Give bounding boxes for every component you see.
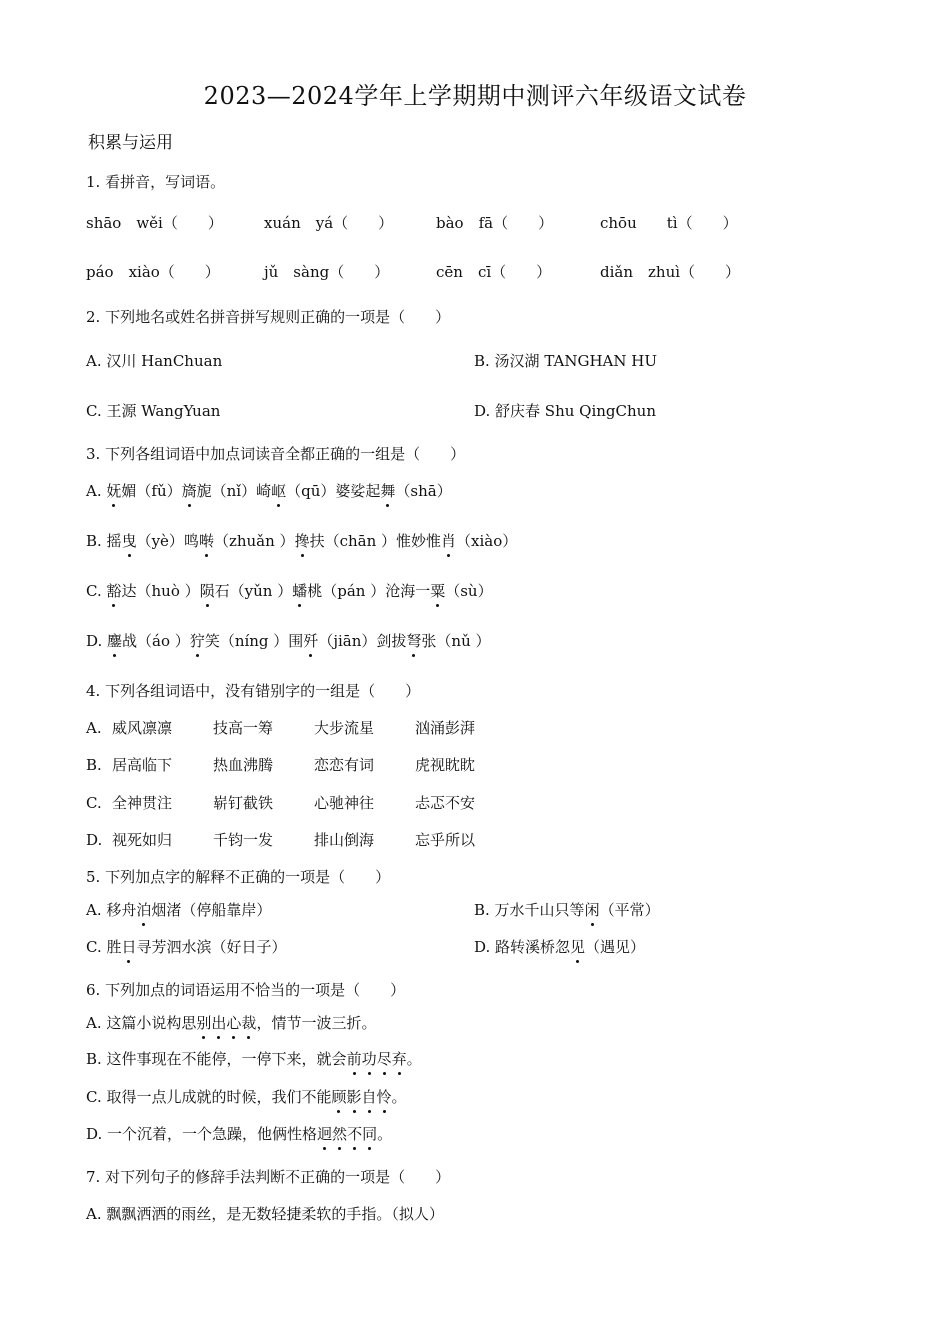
dotted-char: 蟠 xyxy=(292,582,308,600)
dotted-char: 旖 xyxy=(181,482,197,500)
text-segment: A. xyxy=(86,482,107,500)
q7-stem: 7. 对下列句子的修辞手法判断不正确的一项是（ ） xyxy=(86,1168,451,1186)
option-label: A. xyxy=(86,719,102,737)
text-segment: 。 xyxy=(406,1050,422,1068)
dotted-char: 心 xyxy=(226,1014,242,1032)
word: 崭钉截铁 xyxy=(213,794,274,812)
dotted-char: 歼 xyxy=(303,632,319,650)
dotted-char: 搀 xyxy=(294,532,310,550)
word: 排山倒海 xyxy=(314,831,375,849)
dotted-char: 怜 xyxy=(376,1088,392,1106)
text-segment: 。 xyxy=(391,1088,407,1106)
dotted-char: 妩 xyxy=(106,482,122,500)
dotted-char: 弃 xyxy=(391,1050,407,1068)
text-segment: （zhuǎn ） xyxy=(213,532,295,550)
q4-option-a xyxy=(86,717,516,738)
q6-option-a xyxy=(86,1012,376,1033)
text-segment: （遇见） xyxy=(585,938,646,956)
word: 全神贯注 xyxy=(112,794,173,812)
text-segment: 。 xyxy=(377,1125,393,1143)
text-segment: 战（áo ） xyxy=(122,632,190,650)
text-segment: B. 摇 xyxy=(86,532,122,550)
section-heading: 积累与运用 xyxy=(88,133,173,153)
pinyin-item: shāo wěi（ ） xyxy=(86,214,223,232)
page-title: 2023—2024学年上学期期中测评六年级语文试卷 xyxy=(203,82,747,110)
q4-option-c xyxy=(86,792,516,813)
text-segment: 笑（níng ）围 xyxy=(204,632,304,650)
q7-option-a: A. 飘飘洒洒的雨丝，是无数轻捷柔软的手指。（拟人） xyxy=(86,1205,444,1223)
word: 视死如归 xyxy=(112,831,173,849)
dotted-char: 不 xyxy=(347,1125,363,1143)
text-segment: C. 胜 xyxy=(86,938,122,956)
q3-option-a xyxy=(86,480,452,501)
dotted-char: 自 xyxy=(361,1088,377,1106)
word: 忘乎所以 xyxy=(415,831,476,849)
text-segment: （qū）婆娑起 xyxy=(286,482,381,500)
text-segment: （shā） xyxy=(395,482,452,500)
dotted-char: 出 xyxy=(211,1014,227,1032)
text-segment: B. 万水千山只等 xyxy=(474,901,585,919)
q6-option-c xyxy=(86,1086,407,1107)
word: 技高一筹 xyxy=(213,719,274,737)
q1-pinyin-row-2 xyxy=(86,261,740,282)
dotted-char: 舞 xyxy=(380,482,396,500)
q3-option-c xyxy=(86,580,493,601)
dotted-char: 同 xyxy=(362,1125,378,1143)
q5-option-b xyxy=(474,899,660,920)
q5-option-a xyxy=(86,899,271,920)
text-segment: 烟渚（停船靠岸） xyxy=(151,901,272,919)
q1-stem: 1. 看拼音，写词语。 xyxy=(86,173,226,191)
q3-option-b xyxy=(86,530,517,551)
q6-option-d xyxy=(86,1123,392,1144)
word: 虎视眈眈 xyxy=(415,756,476,774)
dotted-char: 弩 xyxy=(406,632,422,650)
pinyin-item: chōu tì（ ） xyxy=(600,214,738,232)
text-segment: 桃（pán ）沧海一 xyxy=(307,582,431,600)
word: 心驰神往 xyxy=(314,794,375,812)
text-segment: 扶（chān ）惟妙惟 xyxy=(309,532,442,550)
text-segment: 石（yǔn ） xyxy=(214,582,293,600)
text-segment: A. 移舟 xyxy=(86,901,137,919)
text-segment: （xiào） xyxy=(456,532,518,550)
text-segment: 寻芳泗水滨（好日子） xyxy=(136,938,287,956)
pinyin-item: bào fā（ ） xyxy=(436,214,554,232)
option-label: C. xyxy=(86,794,102,812)
word: 威风凛凛 xyxy=(112,719,173,737)
text-segment: （yè）鸣 xyxy=(136,532,199,550)
q5-stem: 5. 下列加点字的解释不正确的一项是（ ） xyxy=(86,868,391,886)
dotted-word xyxy=(347,1050,407,1068)
dotted-char: 影 xyxy=(346,1088,362,1106)
q6-stem: 6. 下列加点的词语运用不恰当的一项是（ ） xyxy=(86,981,406,999)
option-label: D. xyxy=(86,831,103,849)
dotted-char: 日 xyxy=(121,938,137,956)
text-segment: （sù） xyxy=(445,582,493,600)
dotted-char: 啭 xyxy=(198,532,214,550)
q2-option-a: A. 汉川 HanChuan xyxy=(86,352,223,370)
dotted-char: 豁 xyxy=(106,582,122,600)
q4-option-d xyxy=(86,829,516,850)
dotted-char: 尽 xyxy=(376,1050,392,1068)
word: 汹涌彭湃 xyxy=(415,719,476,737)
dotted-char: 闲 xyxy=(584,901,600,919)
pinyin-item: cēn cī（ ） xyxy=(436,263,552,281)
dotted-char: 肖 xyxy=(441,532,457,550)
dotted-char: 狞 xyxy=(189,632,205,650)
pinyin-item: diǎn zhuì（ ） xyxy=(600,263,741,281)
word: 忐忑不安 xyxy=(415,794,476,812)
q5-option-c xyxy=(86,936,287,957)
dotted-char: 顾 xyxy=(331,1088,347,1106)
dotted-char: 前 xyxy=(346,1050,362,1068)
dotted-char: 迥 xyxy=(317,1125,333,1143)
pinyin-item: jǔ sàng（ ） xyxy=(264,263,390,281)
q4-option-b xyxy=(86,754,516,775)
q3-option-d xyxy=(86,630,491,651)
dotted-word xyxy=(331,1088,391,1106)
dotted-char: 功 xyxy=(361,1050,377,1068)
dotted-word xyxy=(196,1014,256,1032)
text-segment: 旎（nǐ）崎 xyxy=(196,482,272,500)
text-segment: D. xyxy=(86,632,108,650)
q4-stem: 4. 下列各组词语中，没有错别字的一组是（ ） xyxy=(86,682,421,700)
q2-option-d: D. 舒庆春 Shu QingChun xyxy=(474,402,656,420)
dotted-char: 鏖 xyxy=(107,632,123,650)
dotted-char: 岖 xyxy=(271,482,287,500)
pinyin-item: xuán yá（ ） xyxy=(264,214,394,232)
dotted-char: 陨 xyxy=(199,582,215,600)
word: 热血沸腾 xyxy=(213,756,274,774)
word: 大步流星 xyxy=(314,719,375,737)
dotted-char: 粟 xyxy=(430,582,446,600)
option-label: B. xyxy=(86,756,102,774)
dotted-char: 泊 xyxy=(136,901,152,919)
text-segment: D. 一个沉着，一个急躁，他俩性格 xyxy=(86,1125,318,1143)
q5-option-d xyxy=(474,936,645,957)
q3-stem: 3. 下列各组词语中加点词读音全都正确的一组是（ ） xyxy=(86,445,466,463)
q1-pinyin-row-1 xyxy=(86,212,738,233)
text-segment: （平常） xyxy=(599,901,660,919)
text-segment: A. 这篇小说构思 xyxy=(86,1014,197,1032)
text-segment: C. 取得一点儿成就的时候，我们不能 xyxy=(86,1088,332,1106)
dotted-char: 曳 xyxy=(121,532,137,550)
text-segment: 张（nǔ ） xyxy=(421,632,491,650)
text-segment: （jiān）剑拔 xyxy=(318,632,407,650)
q2-option-c: C. 王源 WangYuan xyxy=(86,402,221,420)
q6-option-b xyxy=(86,1048,422,1069)
q2-stem: 2. 下列地名或姓名拼音拼写规则正确的一项是（ ） xyxy=(86,308,451,326)
text-segment: 媚（fǔ） xyxy=(121,482,182,500)
word: 千钧一发 xyxy=(213,831,274,849)
dotted-char: 别 xyxy=(196,1014,212,1032)
pinyin-item: páo xiào（ ） xyxy=(86,263,220,281)
word: 居高临下 xyxy=(112,756,173,774)
text-segment: C. xyxy=(86,582,107,600)
text-segment: ，情节一波三折。 xyxy=(256,1014,377,1032)
dotted-char: 然 xyxy=(332,1125,348,1143)
text-segment: 达（huò ） xyxy=(121,582,200,600)
word: 恋恋有词 xyxy=(314,756,375,774)
text-segment: B. 这件事现在不能停，一停下来，就会 xyxy=(86,1050,347,1068)
dotted-word xyxy=(317,1125,377,1143)
q2-option-b: B. 汤汉湖 TANGHAN HU xyxy=(474,352,657,370)
dotted-char: 裁 xyxy=(241,1014,257,1032)
text-segment: D. 路转溪桥忽 xyxy=(474,938,571,956)
dotted-char: 见 xyxy=(570,938,586,956)
